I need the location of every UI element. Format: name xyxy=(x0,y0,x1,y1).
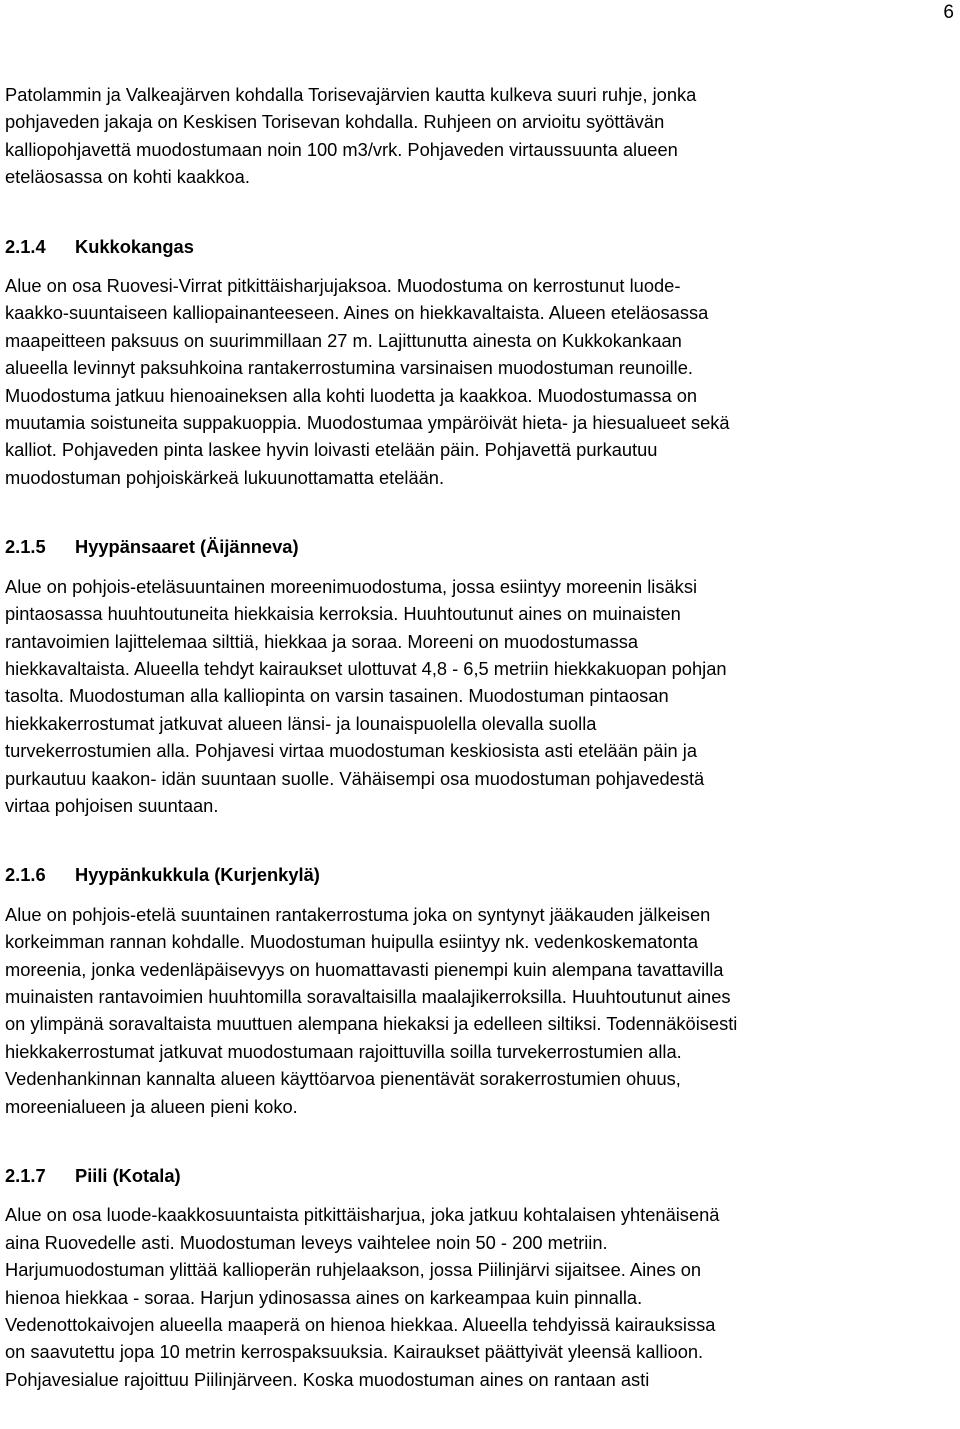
text-line: on saavutettu jopa 10 metrin kerrospaksuuksia. Kairaukset päättyivät yleensä kallioon. xyxy=(5,1341,704,1363)
text-line: Alue on pohjois-eteläsuuntainen moreenimuodostuma, jossa esiintyy moreenin lisäksi xyxy=(5,575,698,597)
section-paragraph-2-1-7 xyxy=(5,1201,957,1393)
section-title: Hyypänkukkula (Kurjenkylä) xyxy=(75,864,320,886)
text-line: Patolammin ja Valkeajärven kohdalla Torisevajärvien kautta kulkeva suuri ruhje, jonka xyxy=(5,84,697,105)
text-line: pohjaveden jakaja on Keskisen Torisevan kohdalla. Ruhjeen on arvioitu syöttävän xyxy=(5,111,665,133)
text-line: Pohjavesialue rajoittuu Piilinjärveen. Koska muodostuman aines on rantaan asti xyxy=(5,1368,650,1390)
section-heading-2-1-4 xyxy=(5,233,957,260)
text-line: Muodostuma jatkuu hienoaineksen alla kohti luodetta ja kaakkoa. Muodostumassa on xyxy=(5,384,698,406)
section-number: 2.1.6 xyxy=(5,864,46,886)
section-paragraph-2-1-5 xyxy=(5,573,957,820)
text-line: eteläosassa on kohti kaakkoa. xyxy=(5,166,250,188)
section-heading-2-1-7 xyxy=(5,1162,957,1189)
text-line: purkautuu kaakon- idän suuntaan suolle. Vähäisempi osa muodostuman pohjavedestä xyxy=(5,767,705,789)
text-line: aina Ruovedelle asti. Muodostuman leveys vaihtelee noin 50 - 200 metriin. xyxy=(5,1231,608,1253)
text-line: muutamia soistuneita suppakuoppia. Muodostumaa ympäröivät hieta- ja hiesualueet sekä xyxy=(5,412,730,434)
section-paragraph-2-1-6 xyxy=(5,901,957,1120)
text-line: kalliopohjavettä muodostumaan noin 100 m3/vrk. Pohjaveden virtaussuunta alueen xyxy=(5,138,678,160)
section-title: Piili (Kotala) xyxy=(75,1165,181,1186)
text-line: moreenialueen ja alueen pieni koko. xyxy=(5,1095,298,1117)
text-line: hiekkakerrostumat jatkuvat alueen länsi- ja lounaispuolella olevalla suolla xyxy=(5,712,597,734)
text-line: Vedenhankinnan kannalta alueen käyttöarvoa pienentävät sorakerrostumien ohuus, xyxy=(5,1068,681,1090)
text-line: korkeimman rannan kohdalle. Muodostuman huipulla esiintyy nk. vedenkoskematonta xyxy=(5,931,699,953)
section-paragraph-2-1-4 xyxy=(5,272,957,491)
text-line: turvekerrostumien alla. Pohjavesi virtaa muodostuman keskiosista asti etelään päin ja xyxy=(5,740,697,762)
document-body xyxy=(5,81,957,1393)
page-number: 6 xyxy=(943,2,954,23)
text-line: hiekkavaltaista. Alueella tehdyt kairaukset ulottuvat 4,8 - 6,5 metriin hiekkakuopan pohjan xyxy=(5,657,727,679)
text-line: pintaosassa huuhtoutuneita hiekkaisia kerroksia. Huuhtoutunut aines on muinaisten xyxy=(5,603,681,625)
text-line: kalliot. Pohjaveden pinta laskee hyvin loivasti etelään päin. Pohjavettä purkautuu xyxy=(5,439,658,461)
intro-paragraph xyxy=(5,81,957,191)
text-line: moreenia, jonka vedenläpäisevyys on huomattavasti pienempi kuin alempana tavattavilla xyxy=(5,958,724,980)
text-line: rantavoimien lajittelemaa silttiä, hiekkaa ja soraa. Moreeni on muodostumassa xyxy=(5,630,639,652)
section-heading-2-1-5 xyxy=(5,533,957,560)
section-number: 2.1.4 xyxy=(5,235,46,257)
text-line: Alue on pohjois-etelä suuntainen rantakerrostuma joka on syntynyt jääkauden jälkeisen xyxy=(5,903,711,925)
section-title: Hyypänsaaret (Äijänneva) xyxy=(75,536,299,558)
text-line: hienoa hiekkaa - soraa. Harjun ydinosassa aines on karkeampaa kuin pinnalla. xyxy=(5,1286,643,1308)
text-line: kaakko-suuntaiseen kalliopainanteeseen. Aines on hiekkavaltaista. Alueen eteläosassa xyxy=(5,302,709,324)
text-line: tasolta. Muodostuman alla kalliopinta on varsin tasainen. Muodostuman pintaosan xyxy=(5,685,669,707)
text-line: on ylimpänä soravaltaista muuttuen alempana hiekaksi ja edelleen siltiksi. Todennäköisesti xyxy=(5,1013,738,1035)
section-heading-2-1-6 xyxy=(5,861,957,888)
section-number: 2.1.7 xyxy=(5,1165,46,1186)
text-line: Harjumuodostuman ylittää kallioperän ruhjelaakson, jossa Piilinjärvi sijaitsee. Aines on xyxy=(5,1259,702,1281)
section-title: Kukkokangas xyxy=(75,235,194,257)
text-line: Vedenottokaivojen alueella maaperä on hienoa hiekkaa. Alueella tehdyissä kairauksissa xyxy=(5,1314,716,1336)
text-line: muinaisten rantavoimien huuhtomilla soravaltaisilla maalajikerroksilla. Huuhtoutunut aines xyxy=(5,985,731,1007)
text-line: virtaa pohjoisen suuntaan. xyxy=(5,794,219,816)
text-line: muodostuman pohjoiskärkeä lukuunottamatta etelään. xyxy=(5,466,445,488)
text-line: alueella levinnyt paksuhkoina rantakerrostumina varsinaisen muodostuman reunoille. xyxy=(5,357,693,379)
text-line: Alue on osa Ruovesi-Virrat pitkittäisharjujaksoa. Muodostuma on kerrostunut luode- xyxy=(5,275,681,297)
section-number: 2.1.5 xyxy=(5,536,46,558)
text-line: maapeitteen paksuus on suurimmillaan 27 m. Lajittunutta ainesta on Kukkokankaan xyxy=(5,329,682,351)
text-line: hiekkakerrostumat jatkuvat muodostumaan rajoittuvilla soilla turvekerrostumien alla. xyxy=(5,1040,682,1062)
text-line: Alue on osa luode-kaakkosuuntaista pitkittäisharjua, joka jatkuu kohtalaisen yhtenäisenä xyxy=(5,1204,720,1226)
